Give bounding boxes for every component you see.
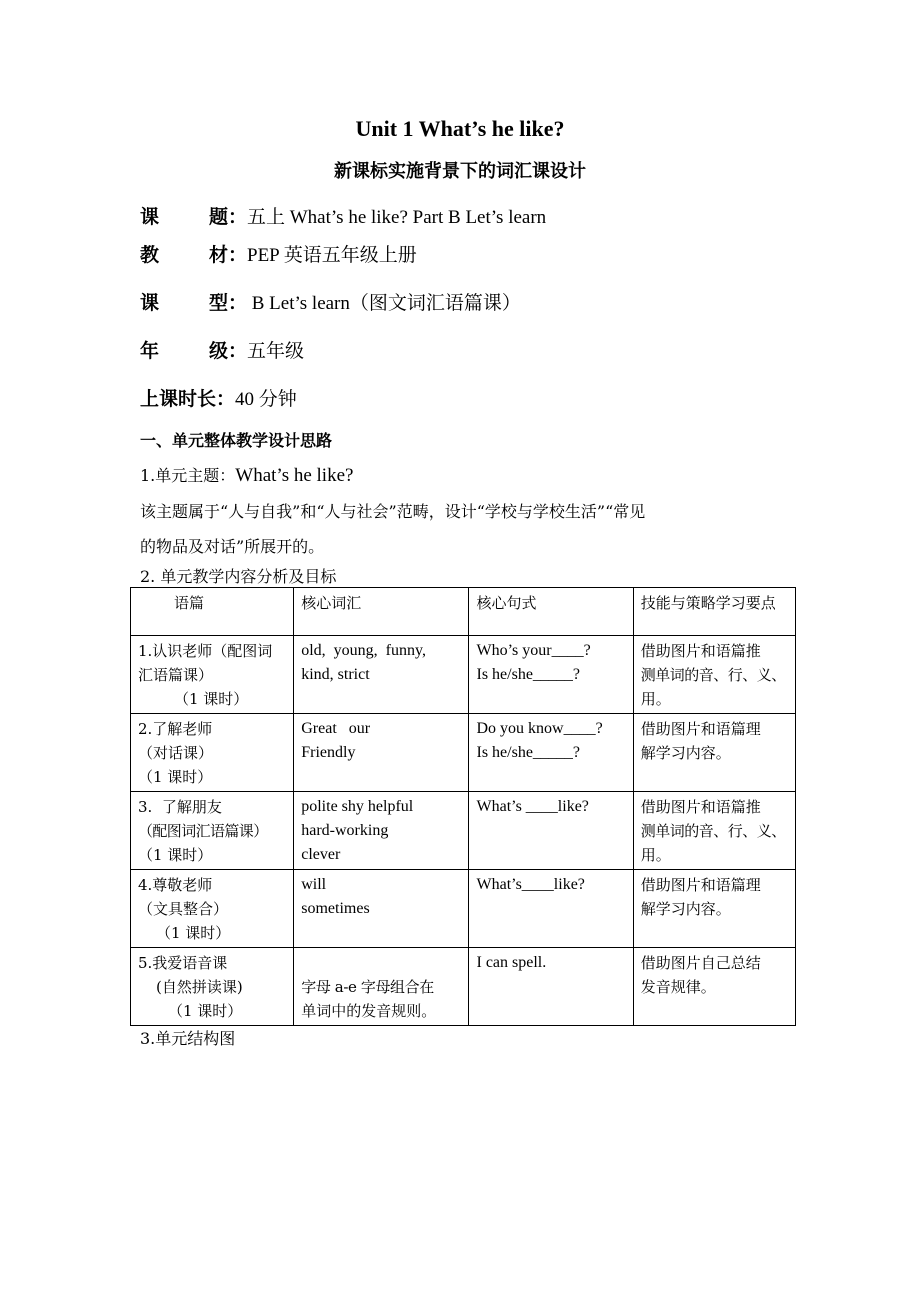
section-heading: 一、单元整体教学设计思路 [140,431,333,450]
field-type [140,288,521,315]
table-cell [469,870,633,948]
field-textbook-value: PEP 英语五年级上册 [247,245,417,266]
field-duration [140,384,297,411]
field-topic [140,202,546,229]
unit-theme-prefix: 1.单元主题： [140,466,236,485]
cell-line: 2.了解老师 [138,720,213,738]
table-cell [294,948,469,1026]
table-header-cell: 核心词汇 [294,588,469,636]
table-row [131,636,796,714]
table-cell [131,714,294,792]
cell-line: 单词中的发音规则。 [301,1002,437,1020]
table-cell [633,714,795,792]
label-char: 材： [208,244,247,266]
table-header-cell: 核心句式 [469,588,633,636]
field-textbook-label [140,240,247,267]
header-text: 语篇 [174,594,205,612]
cell-line: Who’s your____? [476,642,591,659]
table-header-cell: 技能与策略学习要点 [633,588,795,636]
cell-line: 测单词的音、行、义、 [640,666,786,684]
table-cell [131,948,294,1026]
cell-line: I can spell. [476,954,547,971]
cell-line: 用。 [640,690,671,708]
cell-line: （1 课时） [174,690,249,708]
table-cell [294,636,469,714]
cell-line: What’s____like? [476,876,585,893]
cell-line: 借助图片和语篇理 [640,720,761,738]
cell-line: 4.尊敬老师 [138,876,213,894]
table-row [131,714,796,792]
field-grade [140,336,304,363]
cell-line: sometimes [301,900,370,917]
cell-line: （1 课时） [156,924,231,942]
cell-line: clever [301,846,341,863]
label-char: 型： [208,292,247,314]
content-analysis-table [130,587,796,1026]
unit-theme-value: What’s he like? [235,465,354,486]
cell-line: hard-working [301,822,389,839]
table-cell [633,792,795,870]
field-type-value: B Let’s learn（图文词汇语篇课） [247,293,521,314]
field-duration-value: 40 分钟 [235,389,297,410]
field-grade-value: 五年级 [247,341,305,362]
cell-line: （文具整合） [138,900,229,918]
cell-line: 字母 a-e 字母组合在 [301,978,434,996]
table-cell [633,636,795,714]
cell-line: 借助图片和语篇推 [640,642,761,660]
table-cell [469,792,633,870]
cell-line: 解学习内容。 [640,744,731,762]
item-heading: 3.单元结构图 [140,1029,236,1048]
cell-line: Great our [301,720,371,737]
label-char: 年 [140,340,160,362]
cell-line: 发音规律。 [640,978,716,996]
table-cell [633,870,795,948]
label-char: 级： [208,340,247,362]
table-cell [469,948,633,1026]
label-char: 课 [140,292,160,314]
cell-line: 用。 [640,846,671,864]
table-cell [131,792,294,870]
table-header-row [131,588,796,636]
unit-theme [140,463,353,487]
field-grade-label [140,336,247,363]
cell-line: will [301,876,327,893]
table-header-cell [131,588,294,636]
cell-line: 测单词的音、行、义、 [640,822,786,840]
field-topic-label [140,202,247,229]
cell-line: 借助图片和语篇推 [640,798,761,816]
table-cell [469,636,633,714]
cell-line: Friendly [301,744,356,761]
cell-line: 汇语篇课） [138,666,214,684]
cell-line: (自然拼读课) [156,978,243,996]
table-cell [294,870,469,948]
cell-line: 1.认识老师（配图词 [138,642,273,660]
document-subtitle: 新课标实施背景下的词汇课设计 [334,161,586,182]
cell-line: 3. 了解朋友 [138,798,222,816]
cell-spacer [301,951,461,975]
label-char: 教 [140,244,160,266]
cell-line: （1 课时） [168,1002,243,1020]
cell-line: old, young, funny, [301,642,426,659]
table-cell [131,870,294,948]
table-cell [469,714,633,792]
table-row [131,792,796,870]
field-duration-label: 上课时长： [140,388,236,410]
cell-line: （对话课） [138,744,214,762]
table-cell [294,792,469,870]
field-textbook [140,240,417,267]
cell-line: Is he/she_____? [476,744,581,761]
table-row [131,948,796,1026]
label-char: 题： [208,206,247,228]
cell-line: Do you know____? [476,720,603,737]
table-cell [131,636,294,714]
cell-line: 借助图片和语篇理 [640,876,761,894]
label-char: 课 [140,206,160,228]
cell-line: What’s ____like? [476,798,589,815]
table-cell [633,948,795,1026]
cell-line: 5.我爱语音课 [138,954,228,972]
paragraph-line: 的物品及对话”所展开的。 [140,537,325,556]
cell-line: Is he/she_____? [476,666,581,683]
cell-line: （配图词汇语篇课） [138,822,268,840]
table-cell [294,714,469,792]
cell-line: （1 课时） [138,768,213,786]
table-row [131,870,796,948]
paragraph-line: 该主题属于“人与自我”和“人与社会”范畴，设计“学校与学校生活”“常见 [140,502,646,521]
cell-line: kind, strict [301,666,370,683]
cell-line: polite shy helpful [301,798,414,815]
document-title: Unit 1 What’s he like? [355,116,565,141]
field-topic-value: 五上 What’s he like? Part B Let’s learn [247,207,547,228]
cell-line: 解学习内容。 [640,900,731,918]
item-heading: 2. 单元教学内容分析及目标 [140,567,337,586]
cell-line: 借助图片自己总结 [640,954,761,972]
field-type-label [140,288,247,315]
cell-line: （1 课时） [138,846,213,864]
